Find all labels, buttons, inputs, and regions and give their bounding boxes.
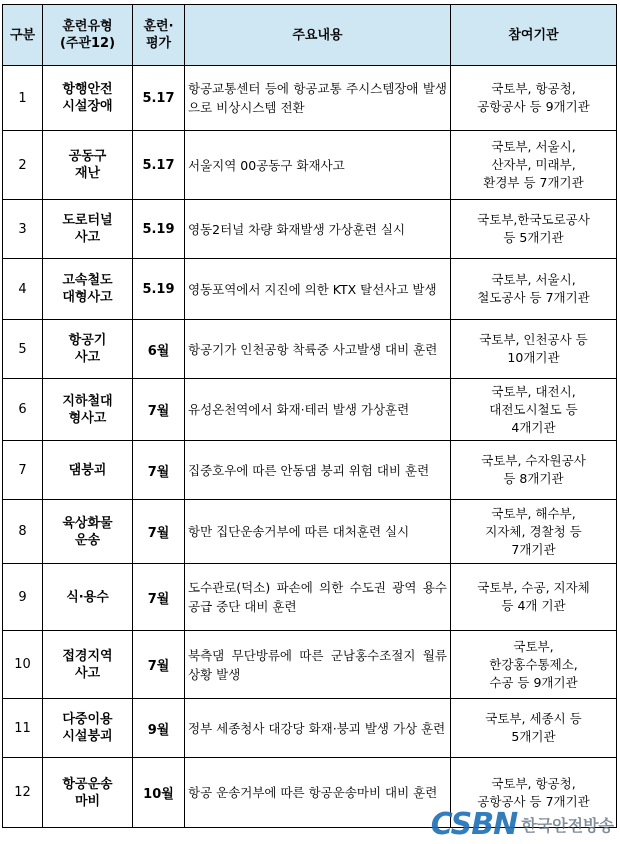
header-type: 훈련유형 (주관12) — [43, 5, 133, 66]
training-type: 육상화물 운송 — [43, 500, 133, 564]
training-date: 7월 — [133, 379, 185, 441]
training-content: 집중호우에 따른 안동댐 붕괴 위험 대비 훈련 — [185, 441, 451, 500]
training-content: 서울지역 00공동구 화재사고 — [185, 131, 451, 200]
table-row — [3, 259, 617, 320]
participating-agencies: 국토부, 서울시, 산자부, 미래부, 환경부 등 7개기관 — [451, 131, 617, 200]
training-type: 다중이용 시설붕괴 — [43, 699, 133, 758]
training-type: 항행안전 시설장애 — [43, 66, 133, 131]
training-date: 7월 — [133, 500, 185, 564]
header-date: 훈련· 평가 — [133, 5, 185, 66]
participating-agencies: 국토부, 대전시, 대전도시철도 등 4개기관 — [451, 379, 617, 441]
training-date: 6월 — [133, 320, 185, 379]
participating-agencies: 국토부, 세종시 등 5개기관 — [451, 699, 617, 758]
table-header — [3, 5, 617, 66]
training-content: 항공 운송거부에 따른 항공운송마비 대비 훈련 — [185, 758, 451, 828]
table-row — [3, 379, 617, 441]
row-number: 10 — [3, 631, 43, 699]
csbn-logo: CSBN — [430, 807, 518, 842]
training-type: 댐붕괴 — [43, 441, 133, 500]
table-row — [3, 200, 617, 259]
training-type: 식·용수 — [43, 564, 133, 631]
watermark-text: 한국안전방송 — [521, 816, 614, 835]
training-date: 7월 — [133, 441, 185, 500]
row-number: 8 — [3, 500, 43, 564]
training-type: 지하철대 형사고 — [43, 379, 133, 441]
table-row — [3, 131, 617, 200]
row-number: 11 — [3, 699, 43, 758]
training-date: 5.17 — [133, 66, 185, 131]
row-number: 6 — [3, 379, 43, 441]
training-content: 항공기가 인천공항 착륙중 사고발생 대비 훈련 — [185, 320, 451, 379]
row-number: 4 — [3, 259, 43, 320]
row-number: 12 — [3, 758, 43, 828]
training-type: 항공기 사고 — [43, 320, 133, 379]
training-content: 정부 세종청사 대강당 화재·붕괴 발생 가상 훈련 — [185, 699, 451, 758]
training-type: 고속철도 대형사고 — [43, 259, 133, 320]
training-content: 항만 집단운송거부에 따른 대처훈련 실시 — [185, 500, 451, 564]
header-no: 구분 — [3, 5, 43, 66]
row-number: 7 — [3, 441, 43, 500]
table-row — [3, 441, 617, 500]
training-content: 도수관로(덕소) 파손에 의한 수도권 광역 용수공급 중단 대비 훈련 — [185, 564, 451, 631]
participating-agencies: 국토부, 한강홍수통제소, 수공 등 9개기관 — [451, 631, 617, 699]
training-content: 북측댐 무단방류에 따른 군남홍수조절지 월류 상황 발생 — [185, 631, 451, 699]
participating-agencies: 국토부, 항공청, 공항공사 등 9개기관 — [451, 66, 617, 131]
table-row — [3, 631, 617, 699]
participating-agencies: 국토부, 해수부, 지자체, 경찰청 등 7개기관 — [451, 500, 617, 564]
header-agency: 참여기관 — [451, 5, 617, 66]
row-number: 9 — [3, 564, 43, 631]
table-row — [3, 320, 617, 379]
training-date: 7월 — [133, 631, 185, 699]
training-date: 9월 — [133, 699, 185, 758]
training-date: 5.19 — [133, 259, 185, 320]
participating-agencies: 국토부, 수공, 지자체 등 4개 기관 — [451, 564, 617, 631]
participating-agencies: 국토부,한국도로공사 등 5개기관 — [451, 200, 617, 259]
participating-agencies: 국토부, 수자원공사 등 8개기관 — [451, 441, 617, 500]
training-type: 도로터널 사고 — [43, 200, 133, 259]
training-content: 유성온천역에서 화재·테러 발생 가상훈련 — [185, 379, 451, 441]
training-date: 10월 — [133, 758, 185, 828]
training-type: 항공운송 마비 — [43, 758, 133, 828]
watermark — [431, 807, 614, 842]
training-type: 접경지역 사고 — [43, 631, 133, 699]
training-content: 영동포역에서 지진에 의한 KTX 탈선사고 발생 — [185, 259, 451, 320]
training-content: 영동2터널 차량 화재발생 가상훈련 실시 — [185, 200, 451, 259]
table-row — [3, 500, 617, 564]
table-row — [3, 699, 617, 758]
table-row — [3, 66, 617, 131]
training-date: 7월 — [133, 564, 185, 631]
training-content: 항공교통센터 등에 항공교통 주시스템장애 발생으로 비상시스템 전환 — [185, 66, 451, 131]
row-number: 3 — [3, 200, 43, 259]
participating-agencies: 국토부, 서울시, 철도공사 등 7개기관 — [451, 259, 617, 320]
training-date: 5.19 — [133, 200, 185, 259]
training-schedule-table — [2, 4, 617, 828]
training-type: 공동구 재난 — [43, 131, 133, 200]
header-content: 주요내용 — [185, 5, 451, 66]
row-number: 2 — [3, 131, 43, 200]
row-number: 1 — [3, 66, 43, 131]
participating-agencies: 국토부, 인천공사 등 10개기관 — [451, 320, 617, 379]
table-body — [3, 66, 617, 828]
table-row — [3, 564, 617, 631]
participating-agencies: 국토부, 항공청, 공항공사 등 7개기관 — [451, 758, 617, 828]
row-number: 5 — [3, 320, 43, 379]
training-date: 5.17 — [133, 131, 185, 200]
